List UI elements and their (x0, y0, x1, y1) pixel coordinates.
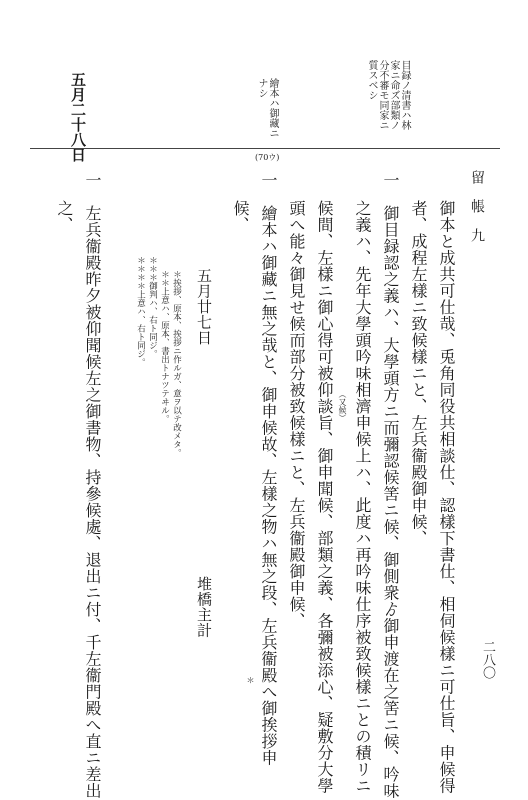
signature-date: 五月廿七日 (195, 268, 213, 346)
body-line-8: 候、 (231, 200, 250, 233)
interline-note: （又候） (338, 390, 347, 422)
footnote-2: ＊＊上意ハ、原本、書出トナツテヰル。 (159, 270, 170, 423)
running-head-title: 留 帳 九 (469, 170, 485, 243)
footnote-3: ＊＊＊御判ハ、右ト同ジ。 (147, 256, 158, 358)
signature-name: 堆橋主計 (195, 576, 213, 638)
body-line-9: 一 左兵衞殿昨夕被仰聞候左之御書物、持參候處、退出ニ付、千左衞門殿へ直ニ差出 (83, 172, 102, 799)
margin-rule (30, 148, 500, 149)
footnote-4: ＊＊＊＊上意ハ、右ト同ジ。 (135, 256, 146, 367)
page-number: 二八〇 (480, 640, 495, 679)
margin-note-picture-book: 繪本ハ御藏ニナシ (256, 78, 278, 138)
body-line-10: 之、 (55, 200, 74, 233)
body-line-3: 一 御目録認之義ハ、大學頭方ニ而彌認候筈ニ候、御側衆ゟ御申渡在之筈ニ候、吟味 (381, 172, 400, 799)
body-line-1: 御本と成共可仕哉、兎角同役共相談仕、認樣下書仕、相伺候樣ニ可仕旨、申候得 (437, 200, 456, 794)
body-line-5: 候間、左樣ニ御心得可被仰談旨、御申聞候、部類之義、各彌被添心、疑敷分大學 (315, 200, 334, 794)
body-line-4: 之義ハ、先年大學頭吟味相濟申候上ハ、此度ハ再吟味仕序被致候樣ニとの積リニ (353, 200, 372, 794)
body-line-2: 者、成程左樣ニ致候樣ニと、左兵衞殿御申候、 (409, 200, 428, 547)
footnote-1: ＊挨拶、原本、挨拶ニ作ルガ、意ヲ以テ改メタ。 (171, 270, 182, 457)
footnote-marker: ＊ (246, 676, 255, 684)
body-line-7: 一 繪本ハ御藏ニ無之哉と、御申候故、左樣之物ハ無之段、左兵衞殿へ御挨拶申 (259, 172, 278, 766)
margin-date: 五月二十八日 (69, 72, 87, 162)
page-mark: (70ウ) (255, 153, 280, 162)
body-line-6: 頭へ能々御見せ候而部分被致候樣ニと、左兵衞殿御申候、 (287, 200, 306, 629)
margin-note-catalog: 目録ノ清書ハ林家ニ命ズ部類ノ分不審モ同家ニ質スベシ (366, 60, 410, 130)
